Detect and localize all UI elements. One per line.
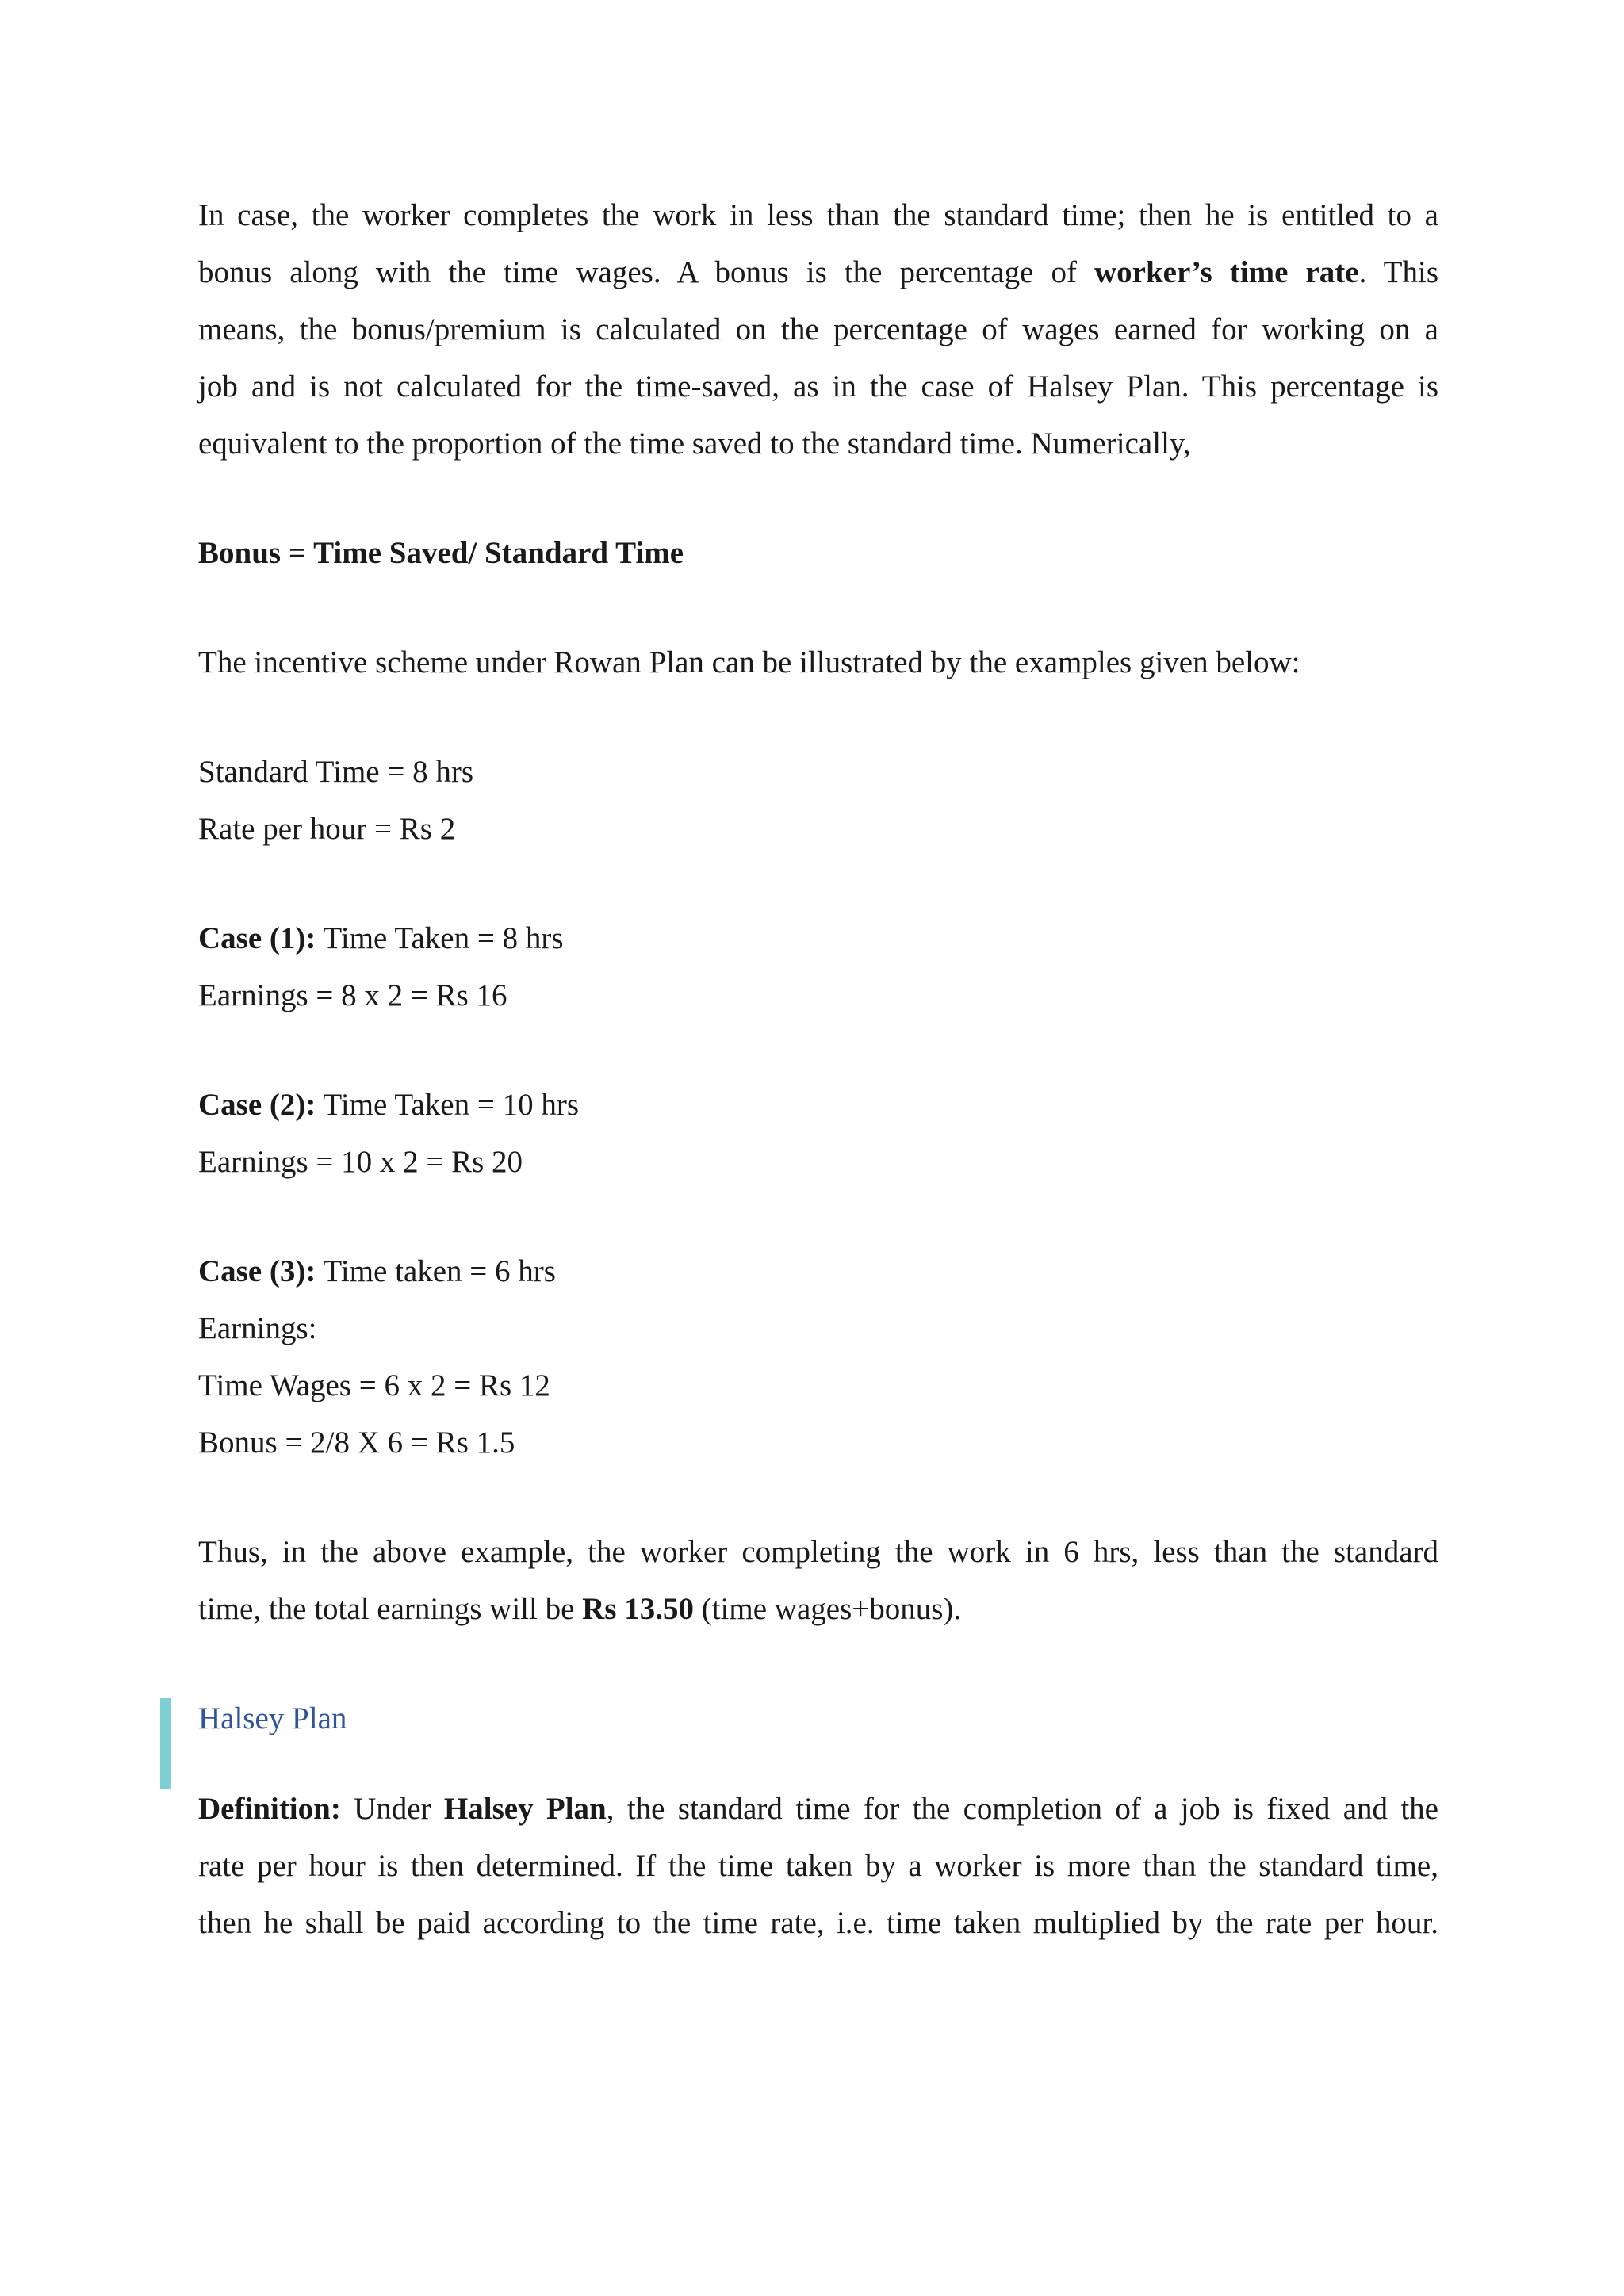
paragraph-line: means, the bonus/premium is calculated on the percentage of wages earned for working on a xyxy=(198,312,1438,346)
paragraph-line: bonus along with the time wages. A bonus is the percentage of worker’s time rate. This xyxy=(198,255,1438,289)
paragraph-line: time, the total earnings will be Rs 13.50 (time wages+bonus). xyxy=(198,1592,962,1626)
halsey-section xyxy=(198,1690,1438,1952)
paragraph-line: then he shall be paid according to the time rate, i.e. time taken multiplied by the rate per hour. xyxy=(198,1906,1438,1940)
paragraph-line: In case, the worker completes the work in less than the standard time; then he is entitled to a xyxy=(198,198,1438,232)
case-3-time-wages: Time Wages = 6 x 2 = Rs 12 xyxy=(198,1368,550,1402)
emphasis-halsey-plan: Halsey Plan xyxy=(443,1792,607,1826)
paragraph-line: equivalent to the proportion of the time saved to the standard time. Numerically, xyxy=(198,427,1191,461)
emphasis-total-earnings: Rs 13.50 xyxy=(582,1592,694,1626)
paragraph-line: rate per hour is then determined. If the time taken by a worker is more than the standard time, xyxy=(198,1849,1438,1883)
case-3-bonus: Bonus = 2/8 X 6 = Rs 1.5 xyxy=(198,1425,515,1460)
rate-per-hour: Rate per hour = Rs 2 xyxy=(198,812,456,846)
definition-label: Definition: xyxy=(198,1792,341,1826)
case-2-label: Case (2): xyxy=(198,1088,316,1122)
case-2-time: Case (2): Time Taken = 10 hrs xyxy=(198,1088,580,1122)
conclusion-paragraph xyxy=(198,1524,1438,1638)
standard-time: Standard Time = 8 hrs xyxy=(198,755,474,789)
section-heading-halsey-plan: Halsey Plan xyxy=(198,1701,347,1735)
case-3-label: Case (3): xyxy=(198,1254,316,1288)
case-1-time: Case (1): Time Taken = 8 hrs xyxy=(198,921,564,955)
case-2-earnings: Earnings = 10 x 2 = Rs 20 xyxy=(198,1145,523,1179)
emphasis-worker-time-rate: worker’s time rate xyxy=(1094,255,1359,289)
document-page xyxy=(198,187,1438,1952)
paragraph-line: Thus, in the above example, the worker completing the work in 6 hrs, less than the standard xyxy=(198,1535,1438,1569)
case-1-label: Case (1): xyxy=(198,921,316,955)
paragraph-line: job and is not calculated for the time-saved, as in the case of Halsey Plan. This percentage is xyxy=(198,369,1438,404)
examples-intro: The incentive scheme under Rowan Plan can be illustrated by the examples given below: xyxy=(198,645,1300,679)
case-1-earnings: Earnings = 8 x 2 = Rs 16 xyxy=(198,978,508,1012)
case-3-time: Case (3): Time taken = 6 hrs xyxy=(198,1254,556,1288)
rowan-bonus-paragraph xyxy=(198,187,1438,473)
halsey-definition-paragraph xyxy=(198,1781,1438,1952)
paragraph-line: Definition: Under Halsey Plan, the standard time for the completion of a job is fixed and the xyxy=(198,1792,1438,1826)
bonus-formula: Bonus = Time Saved/ Standard Time xyxy=(198,536,684,570)
case-3-earnings-label: Earnings: xyxy=(198,1311,317,1345)
heading-accent-bar xyxy=(160,1698,171,1789)
